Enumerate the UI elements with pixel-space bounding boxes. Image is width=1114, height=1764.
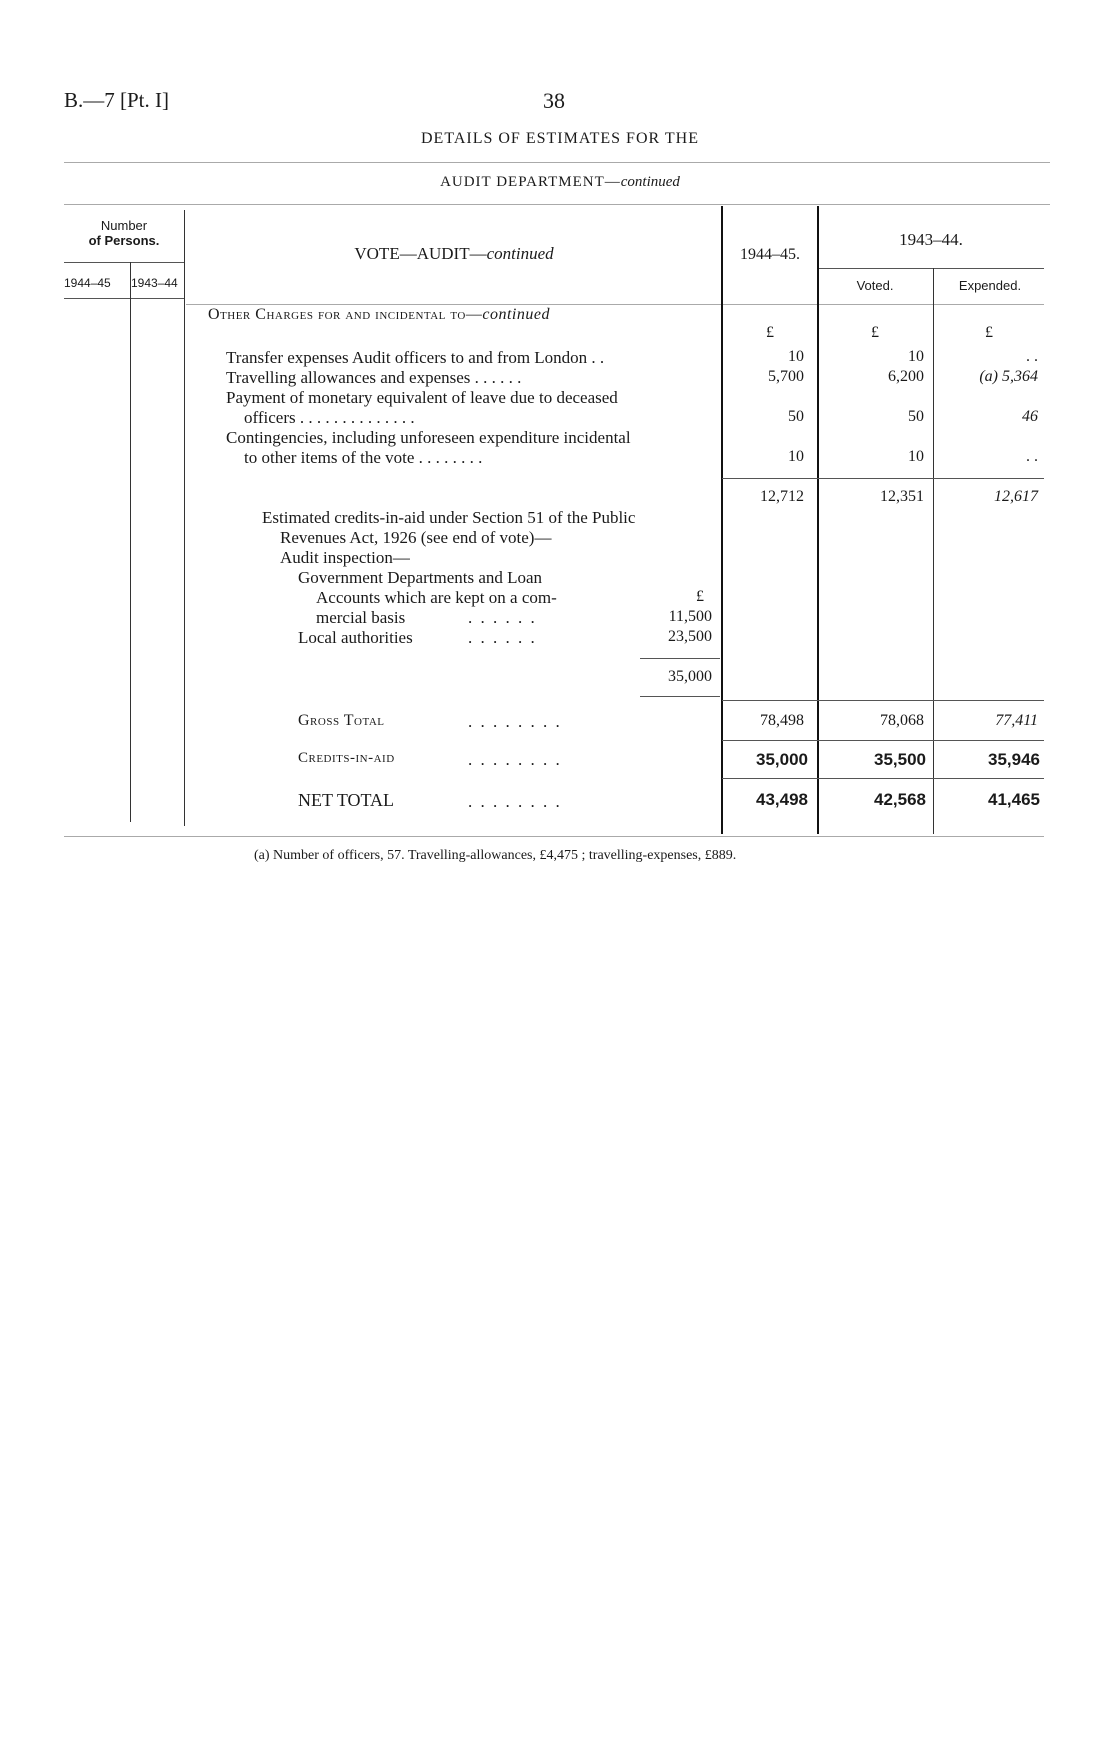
vote-heading-continued: continued xyxy=(486,244,554,263)
credits-line7: Local authorities xyxy=(298,628,413,647)
credits-in-aid-v3: 35,946 xyxy=(988,750,1040,769)
item-transfer-v2: 10 xyxy=(908,348,924,365)
net-total-v2: 42,568 xyxy=(874,790,926,809)
gross-total-v1: 78,498 xyxy=(760,712,804,729)
gross-top-rule xyxy=(722,700,1044,701)
page-title: DETAILS OF ESTIMATES FOR THE xyxy=(421,130,699,147)
credits-line2: Revenues Act, 1926 (see end of vote)— xyxy=(280,528,552,547)
credits-total-value: 35,000 xyxy=(668,668,712,685)
credits-line1: Estimated credits-in-aid under Section 51 of the Public xyxy=(262,508,636,527)
net-total-v1: 43,498 xyxy=(756,790,808,809)
item-leave-payment-line1: Payment of monetary equivalent of leave due to deceased xyxy=(226,388,618,407)
persons-label-1: Number xyxy=(100,218,148,233)
year-prior-rule xyxy=(818,268,1044,269)
page-number: 38 xyxy=(543,88,565,113)
credits-total-bottom-rule xyxy=(640,696,720,697)
item-leave-v1: 50 xyxy=(788,408,804,425)
page-reference: B.—7 [Pt. I] xyxy=(64,88,169,112)
credits-commercial-value: 11,500 xyxy=(668,608,712,625)
persons-year-a: 1944–45 xyxy=(64,276,111,290)
gross-total-dots: . . . . . . . . xyxy=(468,712,562,731)
gross-bottom-rule xyxy=(722,740,1044,741)
subtotal-rule xyxy=(722,478,1044,479)
currency-col3: £ xyxy=(985,324,993,341)
credits-line7-dots: . . . . . . xyxy=(468,628,537,647)
vote-heading xyxy=(186,244,722,264)
item-contingencies-v1: 10 xyxy=(788,448,804,465)
gross-total-v3: 77,411 xyxy=(995,712,1038,729)
gross-total-v2: 78,068 xyxy=(880,712,924,729)
item-contingencies-v3: . . xyxy=(1026,448,1038,465)
section-heading xyxy=(208,306,550,324)
net-total-label: NET TOTAL xyxy=(298,790,395,810)
table-top-rule xyxy=(64,204,1050,205)
subtitle-continued: continued xyxy=(620,174,680,190)
item-leave-v2: 50 xyxy=(908,408,924,425)
persons-rule-2 xyxy=(64,298,184,299)
item-contingencies-line2: to other items of the vote . . . . . . . . xyxy=(244,448,483,467)
credits-line4: Government Departments and Loan xyxy=(298,568,543,587)
credits-line6: mercial basis xyxy=(316,608,406,627)
persons-right-rule xyxy=(184,210,185,826)
persons-year-b: 1943–44 xyxy=(131,276,178,290)
gross-total-label: Gross Total xyxy=(298,712,385,729)
col-1944-45: 1944–45. xyxy=(740,246,800,263)
header-bottom-rule xyxy=(186,304,1044,305)
subtotal-v2: 12,351 xyxy=(880,488,924,505)
item-contingencies-v2: 10 xyxy=(908,448,924,465)
col-expended: Expended. xyxy=(958,278,1022,293)
credits-in-aid-v1: 35,000 xyxy=(756,750,808,769)
col-voted: Voted. xyxy=(856,278,894,293)
item-travelling-allowances: Travelling allowances and expenses . . . . . . xyxy=(226,368,522,387)
persons-header xyxy=(64,218,184,248)
page-subtitle xyxy=(300,174,820,191)
item-travelling-v2: 6,200 xyxy=(888,368,924,385)
persons-divider xyxy=(130,262,131,822)
col-1943-44: 1943–44. xyxy=(899,230,963,249)
section-heading-continued: continued xyxy=(482,306,550,323)
credits-in-aid-label: Credits-in-aid xyxy=(298,750,395,766)
table-bottom-rule xyxy=(64,836,1044,837)
net-total-v3: 41,465 xyxy=(988,790,1040,809)
persons-label-2: of Persons. xyxy=(88,233,160,248)
vote-heading-main: VOTE—AUDIT— xyxy=(354,244,487,263)
item-contingencies-line1: Contingencies, including unforeseen expenditure incidental xyxy=(226,428,631,447)
item-transfer-v1: 10 xyxy=(788,348,804,365)
item-travelling-v1: 5,700 xyxy=(768,368,804,385)
credits-local-value: 23,500 xyxy=(668,628,712,645)
credits-line3: Audit inspection— xyxy=(280,548,410,567)
credits-bottom-rule xyxy=(722,778,1044,779)
credits-in-aid-dots: . . . . . . . . xyxy=(468,750,562,769)
credits-currency: £ xyxy=(696,588,704,605)
credits-in-aid-v2: 35,500 xyxy=(874,750,926,769)
title-rule xyxy=(64,162,1050,163)
persons-rule xyxy=(64,262,184,263)
credits-line6-dots: . . . . . . xyxy=(468,608,537,627)
currency-col1: £ xyxy=(766,324,774,341)
section-heading-main: Other Charges for and incidental to— xyxy=(208,306,483,323)
subtotal-v1: 12,712 xyxy=(760,488,804,505)
footnote: (a) Number of officers, 57. Travelling-allowances, £4,475 ; travelling-expenses, £889. xyxy=(254,848,737,863)
subtitle-main: AUDIT DEPARTMENT— xyxy=(440,174,621,190)
currency-col2: £ xyxy=(871,324,879,341)
credits-total-rule xyxy=(640,658,720,659)
item-leave-payment-line2: officers . . . . . . . . . . . . . . xyxy=(244,408,415,427)
item-transfer-v3: . . xyxy=(1026,348,1038,365)
item-travelling-v3: (a) 5,364 xyxy=(979,368,1038,385)
subtotal-v3: 12,617 xyxy=(994,488,1038,505)
net-total-dots: . . . . . . . . xyxy=(468,792,562,811)
item-leave-v3: 46 xyxy=(1022,408,1038,425)
item-transfer-expenses: Transfer expenses Audit officers to and from London . . xyxy=(226,348,605,367)
credits-line5: Accounts which are kept on a com- xyxy=(316,588,557,607)
